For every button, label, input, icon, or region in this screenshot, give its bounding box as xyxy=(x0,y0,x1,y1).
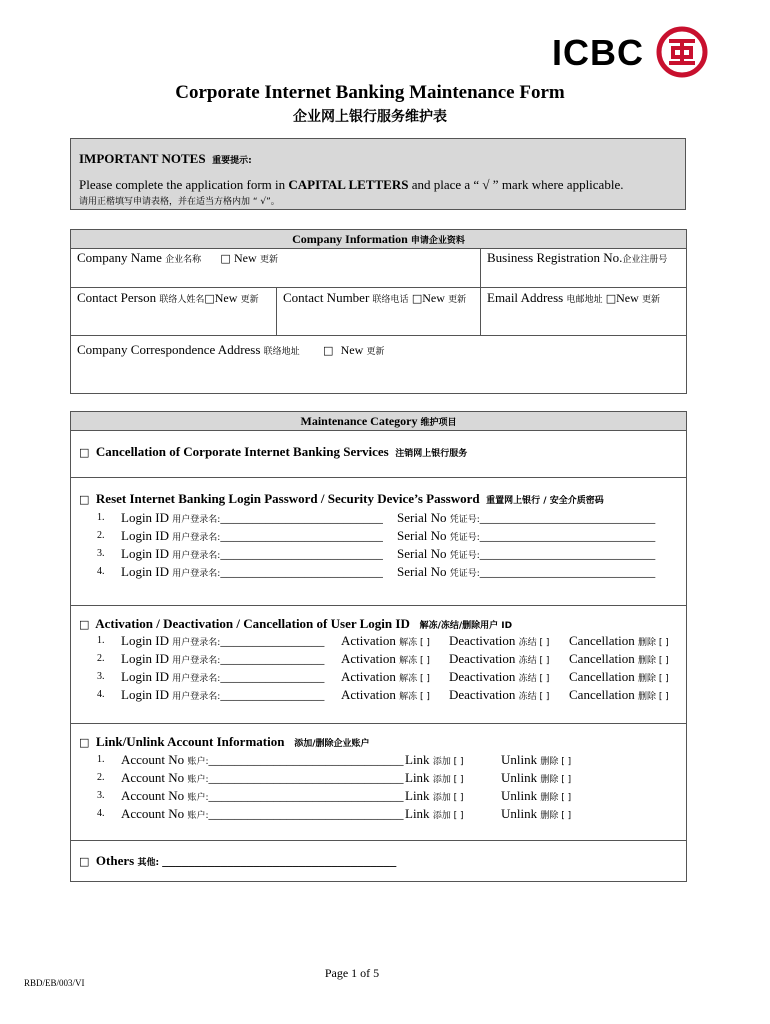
row-number: 2. xyxy=(97,530,105,541)
account-no-label: Account No xyxy=(121,752,185,767)
cancellation-label: Cancellation xyxy=(569,633,635,648)
activation-checkbox[interactable]: 解冻 [ ] xyxy=(399,656,430,666)
activation-checkbox[interactable]: 解冻 [ ] xyxy=(399,674,430,684)
unlink-action-checkbox[interactable]: 删除 [ ] xyxy=(540,775,572,785)
link-action-checkbox[interactable]: 添加 [ ] xyxy=(432,793,464,803)
login-id-label: Login ID xyxy=(121,564,170,579)
login-id-blank[interactable]: _________________________ xyxy=(220,546,383,561)
login-id-blank[interactable]: ________________ xyxy=(220,669,325,684)
cancellation-checkbox[interactable]: □ xyxy=(79,446,90,459)
contact-number-field[interactable] xyxy=(277,288,481,336)
company-info-section xyxy=(70,229,687,394)
row-number: 4. xyxy=(97,566,105,577)
login-id-label-zh: 用户登录名: xyxy=(172,569,221,579)
account-no-label-zh: 账户: xyxy=(187,775,209,785)
login-id-label-zh: 用户登录名: xyxy=(172,692,221,702)
notes-line1-bold: CAPITAL LETTERS xyxy=(288,177,409,192)
contact-number-label: Contact Number xyxy=(283,290,370,305)
login-id-label-zh: 用户登录名: xyxy=(172,533,221,543)
link-action-checkbox[interactable]: 添加 [ ] xyxy=(432,811,464,821)
email-label: Email Address xyxy=(487,290,564,305)
row-number: 3. xyxy=(97,790,105,801)
cancellation-option xyxy=(71,430,686,478)
icbc-emblem-icon xyxy=(656,26,708,78)
login-id-blank[interactable]: ________________ xyxy=(220,651,325,666)
account-no-label-zh: 账户: xyxy=(187,811,209,821)
account-no-label-zh: 账户: xyxy=(187,793,209,803)
notes-heading: IMPORTANT NOTES xyxy=(79,151,206,166)
activation-label-zh: 解冻/冻结/删除用户 ID xyxy=(419,621,513,631)
cancellation-checkbox[interactable]: 删除 [ ] xyxy=(637,692,669,702)
deactivation-checkbox[interactable]: 冻结 [ ] xyxy=(518,656,550,666)
link-action-label: Link xyxy=(405,806,430,821)
contact-person-label: Contact Person xyxy=(77,290,157,305)
activation-checkbox[interactable]: 解冻 [ ] xyxy=(399,638,430,648)
serial-no-label-zh: 凭证号: xyxy=(449,515,480,525)
company-info-title: Company Information xyxy=(292,232,408,246)
deactivation-checkbox[interactable]: 冻结 [ ] xyxy=(518,692,550,702)
activation-label: Activation xyxy=(341,651,396,666)
login-id-blank[interactable]: _________________________ xyxy=(220,510,383,525)
activation-checkbox[interactable]: 解冻 [ ] xyxy=(399,692,430,702)
company-info-title-zh: 申请企业资料 xyxy=(410,236,465,246)
login-id-label-zh: 用户登录名: xyxy=(172,674,221,684)
new-label: New xyxy=(234,251,257,265)
address-label: Company Correspondence Address xyxy=(77,342,261,357)
reset-label-zh: 重置网上银行 / 安全介质密码 xyxy=(486,496,604,506)
row-number: 1. xyxy=(97,512,105,523)
unlink-action-label: Unlink xyxy=(501,752,538,767)
business-registration-field[interactable] xyxy=(481,248,686,288)
important-notes xyxy=(70,138,686,210)
serial-no-label: Serial No xyxy=(397,564,447,579)
unlink-action-label: Unlink xyxy=(501,770,538,785)
page-number: Page 1 of 5 xyxy=(324,966,380,980)
link-action-label: Link xyxy=(405,752,430,767)
new-label-zh: 更新 xyxy=(448,295,467,305)
row-number: 1. xyxy=(97,754,105,765)
row-number: 3. xyxy=(97,548,105,559)
deactivation-checkbox[interactable]: 冻结 [ ] xyxy=(518,674,550,684)
maintenance-title: Maintenance Category xyxy=(300,414,418,428)
unlink-action-checkbox[interactable]: 删除 [ ] xyxy=(540,757,572,767)
account-no-blank[interactable]: ______________________________ xyxy=(208,752,404,767)
serial-no-label: Serial No xyxy=(397,528,447,543)
others-checkbox[interactable]: □ xyxy=(79,855,90,868)
email-new-checkbox[interactable]: □ xyxy=(605,292,617,305)
company-name-label-zh: 企业名称 xyxy=(165,255,202,265)
contact-number-new-checkbox[interactable]: □ xyxy=(411,292,423,305)
cancellation-label: Cancellation xyxy=(569,651,635,666)
notes-line1-post: and place a “ √ ” mark where applicable. xyxy=(408,177,624,192)
link-row[interactable] xyxy=(97,788,686,806)
maintenance-header xyxy=(71,412,686,431)
others-option xyxy=(71,841,686,881)
activation-row[interactable] xyxy=(97,651,686,669)
serial-no-blank[interactable]: ___________________________ xyxy=(479,564,656,579)
new-label-zh: 更新 xyxy=(240,295,259,305)
link-row[interactable] xyxy=(97,806,686,824)
unlink-action-checkbox[interactable]: 删除 [ ] xyxy=(540,811,572,821)
deactivation-label: Deactivation xyxy=(449,633,516,648)
account-no-label: Account No xyxy=(121,806,185,821)
activation-checkbox[interactable]: □ xyxy=(79,618,90,631)
activation-option xyxy=(71,606,686,724)
cancellation-checkbox[interactable]: 删除 [ ] xyxy=(637,656,669,666)
link-label: Link/Unlink Account Information xyxy=(95,734,285,749)
new-label: New xyxy=(340,343,364,357)
reset-password-option xyxy=(71,478,686,606)
serial-no-blank[interactable]: ___________________________ xyxy=(479,546,656,561)
link-action-label: Link xyxy=(405,788,430,803)
serial-no-label-zh: 凭证号: xyxy=(449,569,480,579)
activation-label: Activation xyxy=(341,687,396,702)
link-action-checkbox[interactable]: 添加 [ ] xyxy=(432,757,464,767)
row-number: 4. xyxy=(97,808,105,819)
cancellation-label-zh: 注销网上银行服务 xyxy=(395,449,468,459)
maintenance-title-zh: 维护项目 xyxy=(420,418,457,428)
activation-label: Activation / Deactivation / Cancellation of User Login ID xyxy=(95,616,410,631)
form-code: RBD/EB/003/VI xyxy=(24,978,85,988)
account-no-label-zh: 账户: xyxy=(187,757,209,767)
account-no-label: Account No xyxy=(121,788,185,803)
login-id-label: Login ID xyxy=(121,669,170,684)
login-id-blank[interactable]: ________________ xyxy=(220,687,325,702)
contact-number-label-zh: 联络电话 xyxy=(372,295,409,305)
brn-label: Business Registration No. xyxy=(487,250,623,265)
cancellation-checkbox[interactable]: 删除 [ ] xyxy=(637,638,669,648)
login-id-label: Login ID xyxy=(121,687,170,702)
contact-person-field[interactable] xyxy=(71,288,277,336)
login-id-label-zh: 用户登录名: xyxy=(172,656,221,666)
company-name-new-checkbox[interactable]: □ xyxy=(220,252,231,265)
cancellation-label: Cancellation of Corporate Internet Banking Services xyxy=(95,444,389,459)
activation-label: Activation xyxy=(341,633,396,648)
activation-row[interactable] xyxy=(97,669,686,687)
link-action-label: Link xyxy=(405,770,430,785)
others-blank[interactable]: ____________________________________ xyxy=(162,853,397,868)
notes-line1-pre: Please complete the application form in xyxy=(79,177,289,192)
login-id-label: Login ID xyxy=(121,546,170,561)
form-subtitle: 企业网上银行服务维护表 xyxy=(293,109,447,125)
reset-row[interactable] xyxy=(97,564,686,582)
row-number: 3. xyxy=(97,671,105,682)
reset-checkbox[interactable]: □ xyxy=(79,493,90,506)
email-label-zh: 电邮地址 xyxy=(566,295,603,305)
login-id-blank[interactable]: ________________ xyxy=(220,633,325,648)
cancellation-label: Cancellation xyxy=(569,669,635,684)
login-id-label: Login ID xyxy=(121,633,170,648)
reset-row[interactable] xyxy=(97,528,686,546)
link-row[interactable] xyxy=(97,770,686,788)
deactivation-label: Deactivation xyxy=(449,651,516,666)
reset-label: Reset Internet Banking Login Password / Security Device’s Password xyxy=(95,491,480,506)
serial-no-blank[interactable]: ___________________________ xyxy=(479,528,656,543)
new-label: New xyxy=(616,291,639,305)
account-no-blank[interactable]: ______________________________ xyxy=(208,806,404,821)
contact-person-new-checkbox[interactable]: □ xyxy=(204,292,215,305)
new-label-zh: 更新 xyxy=(259,255,278,265)
deactivation-label: Deactivation xyxy=(449,687,516,702)
deactivation-label: Deactivation xyxy=(449,669,516,684)
brn-label-zh: 企业注册号 xyxy=(622,255,668,265)
link-checkbox[interactable]: □ xyxy=(79,736,90,749)
others-label: Others xyxy=(95,853,135,868)
serial-no-label-zh: 凭证号: xyxy=(449,551,480,561)
address-label-zh: 联络地址 xyxy=(263,347,300,357)
login-id-blank[interactable]: _________________________ xyxy=(220,564,383,579)
login-id-label-zh: 用户登录名: xyxy=(172,551,221,561)
correspondence-address-field[interactable] xyxy=(71,336,686,393)
icbc-logo xyxy=(552,26,712,78)
login-id-label: Login ID xyxy=(121,510,170,525)
unlink-action-checkbox[interactable]: 删除 [ ] xyxy=(540,793,572,803)
link-action-checkbox[interactable]: 添加 [ ] xyxy=(432,775,464,785)
new-label-zh: 更新 xyxy=(642,295,661,305)
activation-row[interactable] xyxy=(97,687,686,705)
activation-label: Activation xyxy=(341,669,396,684)
unlink-action-label: Unlink xyxy=(501,806,538,821)
login-id-label-zh: 用户登录名: xyxy=(172,638,221,648)
cancellation-checkbox[interactable]: 删除 [ ] xyxy=(637,674,669,684)
activation-row[interactable] xyxy=(97,633,686,651)
new-label: New xyxy=(422,291,445,305)
login-id-label: Login ID xyxy=(121,651,170,666)
cancellation-label: Cancellation xyxy=(569,687,635,702)
reset-row[interactable] xyxy=(97,546,686,564)
address-new-checkbox[interactable]: □ xyxy=(322,344,334,357)
link-unlink-option xyxy=(71,724,686,841)
serial-no-label: Serial No xyxy=(397,510,447,525)
account-no-label: Account No xyxy=(121,770,185,785)
others-label-zh: 其他: xyxy=(137,858,160,868)
contact-person-label-zh: 联络人姓名 xyxy=(159,295,205,305)
form-title: Corporate Internet Banking Maintenance Form xyxy=(175,82,565,103)
reset-row[interactable] xyxy=(97,510,686,528)
new-label-zh: 更新 xyxy=(366,347,385,357)
company-name-field[interactable] xyxy=(71,248,481,288)
notes-line2: 请用正楷填写申请表格，并在适当方格内加 “ √”。 xyxy=(79,197,280,207)
notes-heading-zh: 重要提示: xyxy=(212,156,252,166)
login-id-label-zh: 用户登录名: xyxy=(172,515,221,525)
login-id-label: Login ID xyxy=(121,528,170,543)
company-name-label: Company Name xyxy=(77,250,162,265)
serial-no-label: Serial No xyxy=(397,546,447,561)
unlink-action-label: Unlink xyxy=(501,788,538,803)
row-number: 1. xyxy=(97,635,105,646)
company-info-header xyxy=(71,230,686,249)
serial-no-label-zh: 凭证号: xyxy=(449,533,480,543)
link-label-zh: 添加/删除企业账户 xyxy=(294,739,370,749)
maintenance-section xyxy=(70,411,687,882)
logo-text: ICBC xyxy=(552,32,644,73)
account-no-blank[interactable]: ______________________________ xyxy=(208,770,404,785)
login-id-blank[interactable]: _________________________ xyxy=(220,528,383,543)
email-field[interactable] xyxy=(481,288,686,336)
account-no-blank[interactable]: ______________________________ xyxy=(208,788,404,803)
row-number: 2. xyxy=(97,772,105,783)
serial-no-blank[interactable]: ___________________________ xyxy=(479,510,656,525)
row-number: 2. xyxy=(97,653,105,664)
deactivation-checkbox[interactable]: 冻结 [ ] xyxy=(518,638,550,648)
new-label: New xyxy=(214,291,238,305)
row-number: 4. xyxy=(97,689,105,700)
link-row[interactable] xyxy=(97,752,686,770)
